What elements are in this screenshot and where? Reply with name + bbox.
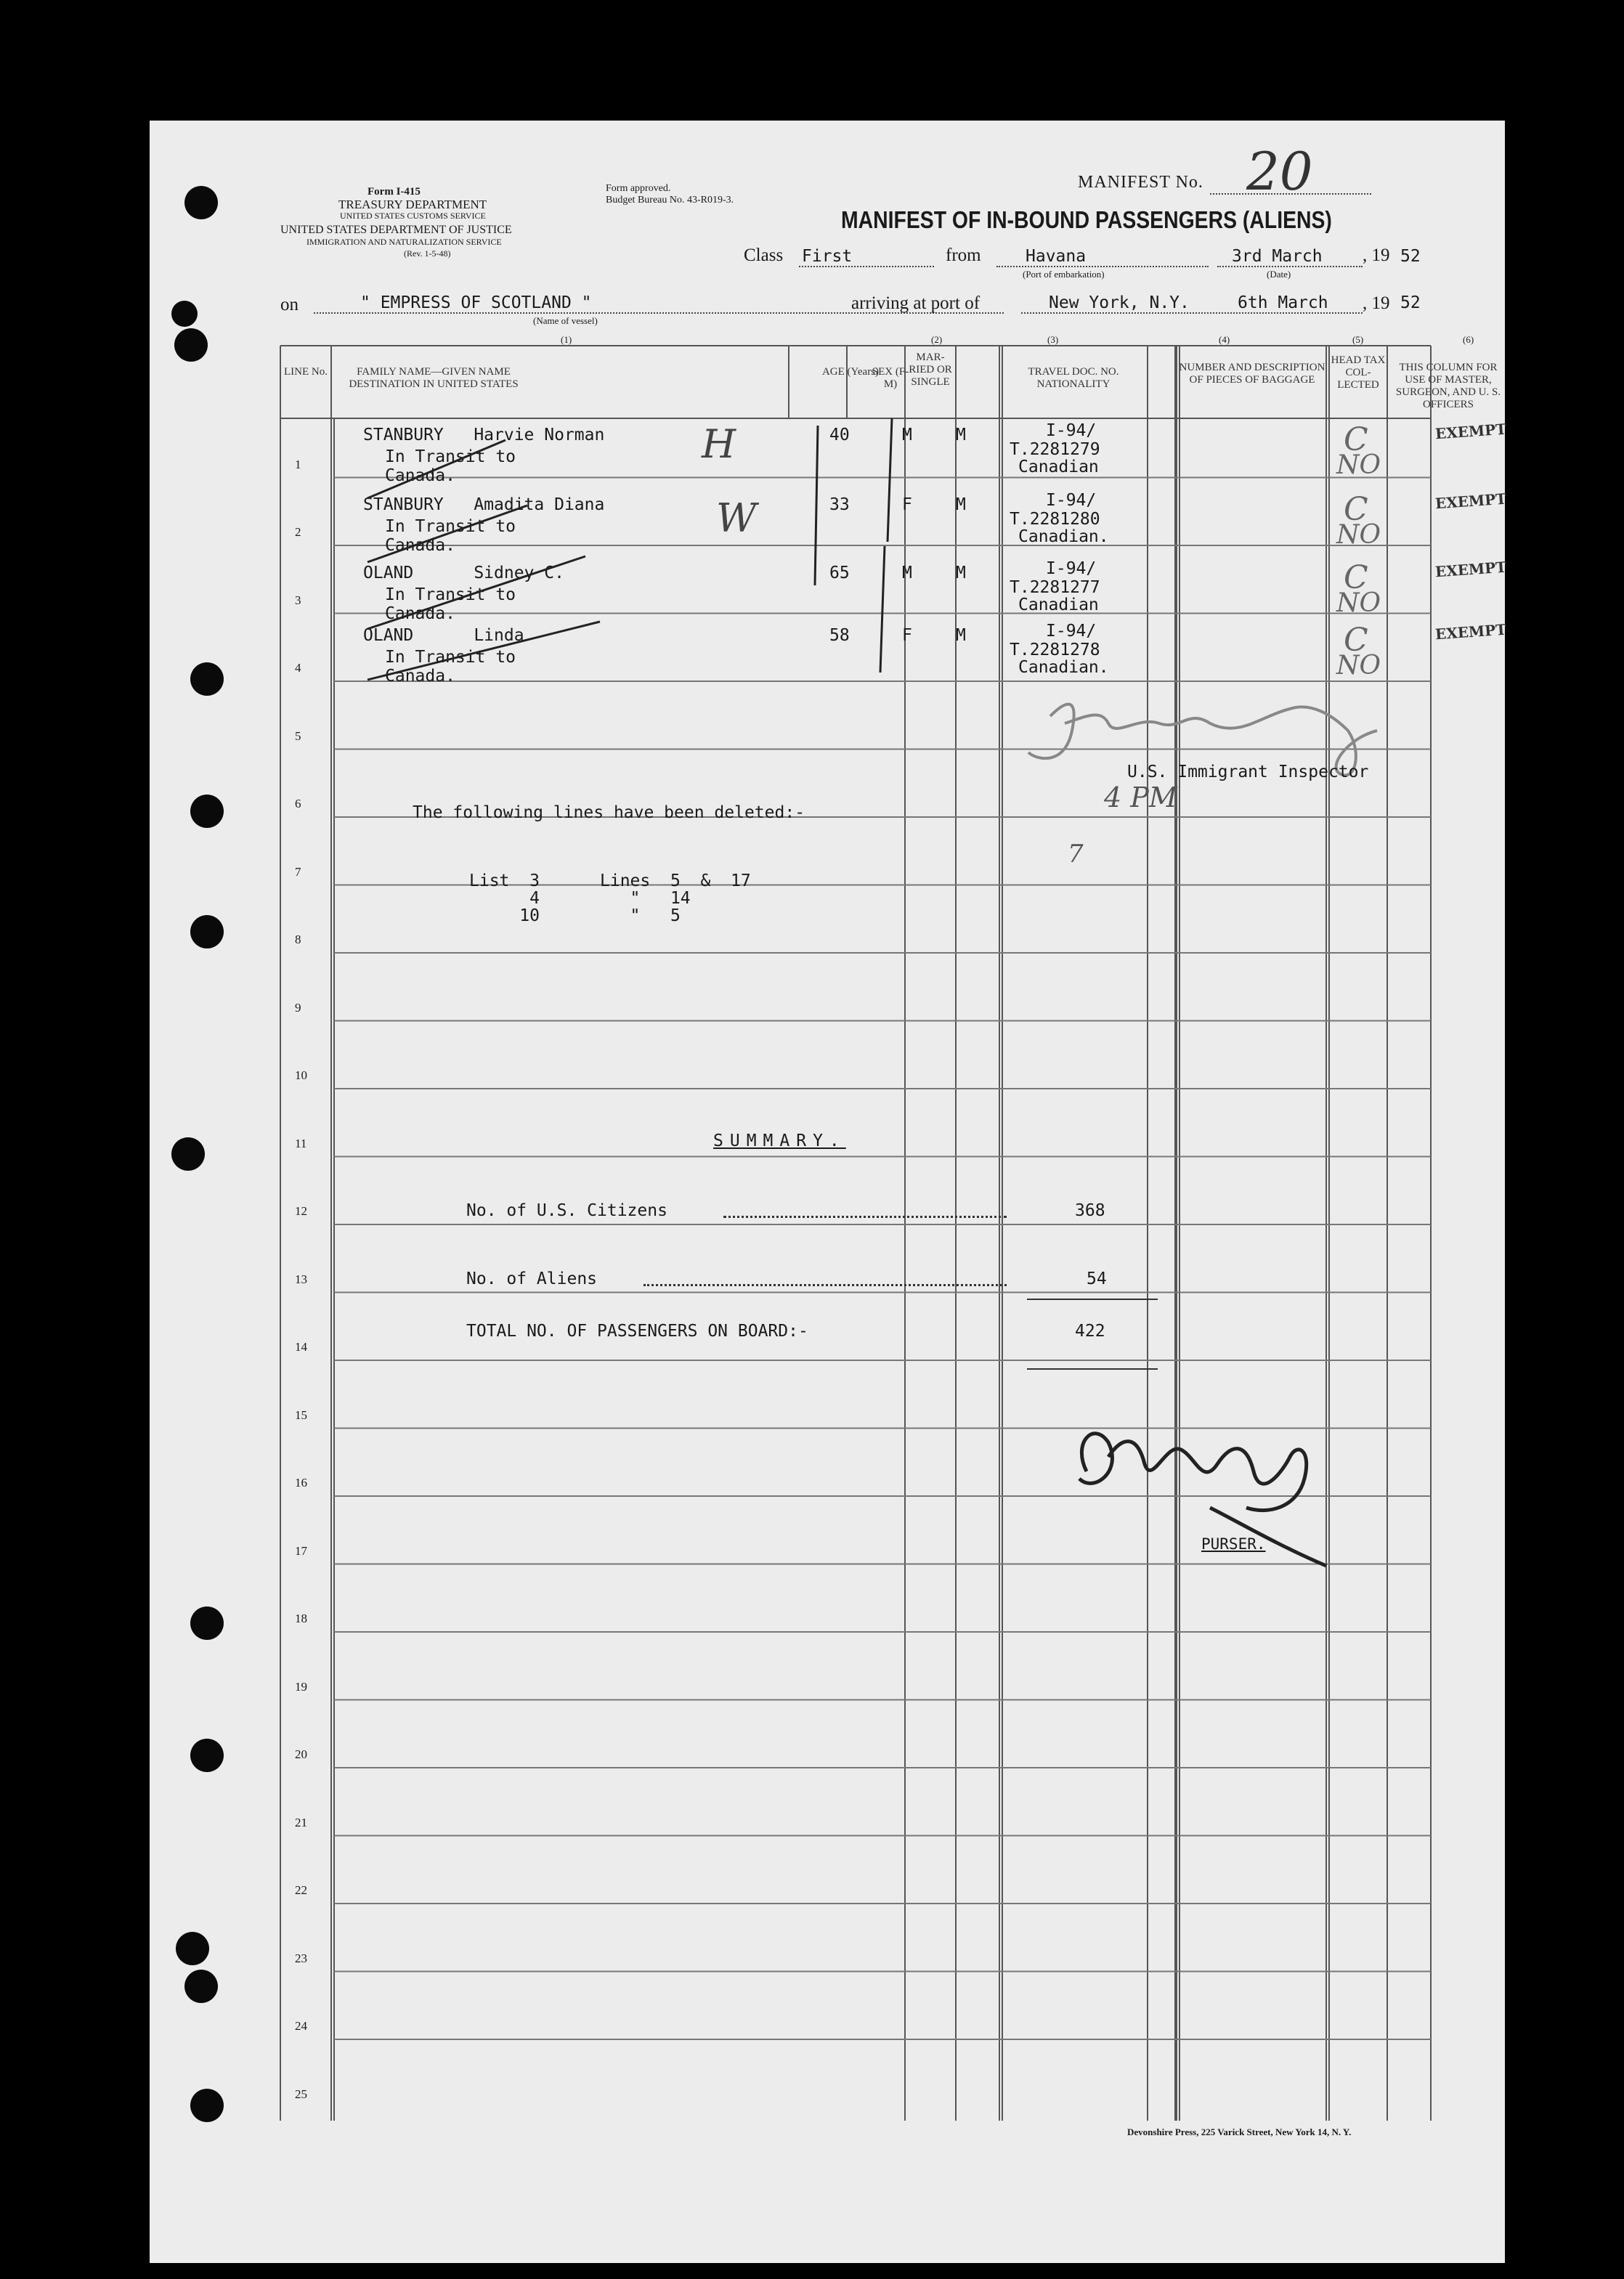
class-label: Class	[744, 245, 784, 265]
line-number: 7	[295, 864, 301, 879]
passenger-sex: F	[902, 626, 912, 645]
officer-stamp: EXEMPT	[1434, 558, 1507, 581]
port-caption: (Port of embarkation)	[1023, 269, 1105, 280]
head-tax-mark: NO	[1336, 651, 1381, 681]
travel-document-number: T.2281279	[1010, 440, 1100, 459]
check-stroke	[815, 426, 818, 585]
line-number: 19	[295, 1679, 307, 1694]
aliens-underline	[1027, 1299, 1158, 1300]
line-number: 10	[295, 1068, 307, 1082]
revision-label: (Rev. 1-5-48)	[404, 248, 451, 259]
col-header-line: LINE No.	[284, 366, 328, 378]
line-number: 21	[295, 1815, 307, 1829]
port-of-embarkation: Havana	[1026, 247, 1087, 266]
embark-date: 3rd March	[1232, 247, 1323, 266]
total-label: TOTAL NO. OF PASSENGERS ON BOARD:-	[466, 1322, 808, 1341]
aliens-value: 54	[1087, 1270, 1107, 1288]
printer-imprint: Devonshire Press, 225 Varick Street, New York 14, N. Y.	[1127, 2126, 1352, 2137]
passenger-destination: Canada.	[385, 604, 455, 623]
tally-mark-w: W	[716, 495, 757, 541]
line-number: 17	[295, 1543, 307, 1558]
passenger-destination: In Transit to	[385, 447, 516, 466]
year-label: , 19	[1363, 245, 1390, 265]
passenger-nationality: Canadian	[1018, 458, 1099, 476]
passenger-destination: Canada.	[385, 466, 455, 485]
line-number: 13	[295, 1272, 307, 1286]
travel-document-number: T.2281280	[1010, 510, 1100, 529]
passenger-marital-status: M	[956, 426, 966, 444]
head-tax-mark: C	[1344, 491, 1368, 528]
check-stroke	[880, 546, 885, 673]
treasury-label: TREASURY DEPARTMENT	[338, 198, 487, 211]
passenger-marital-status: M	[956, 495, 966, 514]
col-header-officer: THIS COLUMN FOR USE OF MASTER, SURGEON, AND U. S. OFFICERS	[1395, 362, 1501, 410]
line-number: 11	[295, 1136, 307, 1150]
vessel-caption: (Name of vessel)	[533, 315, 598, 326]
passenger-marital-status: M	[956, 626, 966, 645]
travel-document: I-94/	[1046, 559, 1097, 578]
deleted-row-2: 4 " 14	[469, 889, 691, 908]
manifest-number: 20	[1246, 141, 1313, 202]
travel-document-number: T.2281277	[1010, 578, 1100, 597]
col-header-baggage: NUMBER AND DESCRIPTION OF PIECES OF BAGGAGE	[1179, 362, 1325, 386]
head-tax-mark: C	[1344, 622, 1368, 659]
check-stroke	[368, 440, 506, 498]
manifest-page	[150, 121, 1505, 2263]
embark-year: 52	[1400, 247, 1421, 266]
ins-label: IMMIGRATION AND NATURALIZATION SERVICE	[306, 237, 502, 247]
line-number: 6	[295, 797, 301, 811]
col-header-sex: SEX (F-M)	[872, 366, 909, 390]
deleted-row-3: 10 " 5	[469, 906, 681, 925]
citizens-label: No. of U.S. Citizens	[466, 1201, 667, 1220]
passenger-sex: F	[902, 495, 912, 514]
line-number: 22	[295, 1883, 307, 1897]
line-number: 3	[295, 593, 301, 607]
date-caption: (Date)	[1267, 269, 1291, 280]
form-approved: Form approved.	[606, 183, 671, 194]
passenger-destination: Canada.	[385, 667, 455, 686]
passenger-name: STANBURY Amadita Diana	[363, 495, 605, 514]
citizens-leader	[723, 1216, 1007, 1218]
vessel-name: " EMPRESS OF SCOTLAND "	[360, 293, 592, 312]
summary-heading: SUMMARY.	[713, 1132, 846, 1150]
passenger-name: STANBURY Harvie Norman	[363, 426, 605, 444]
head-tax-mark: NO	[1336, 450, 1381, 480]
deleted-row-1: List 3 Lines 5 & 17	[469, 872, 751, 890]
travel-document: I-94/	[1046, 491, 1097, 510]
passenger-nationality: Canadian.	[1018, 658, 1109, 677]
line-number: 4	[295, 661, 301, 675]
budget-bureau: Budget Bureau No. 43-R019-3.	[606, 195, 734, 206]
line-number: 25	[295, 2087, 307, 2101]
citizens-value: 368	[1075, 1201, 1105, 1220]
total-value: 422	[1075, 1322, 1105, 1341]
line-number: 5	[295, 728, 301, 743]
col-number-6: (6)	[1463, 334, 1474, 345]
col-header-name: FAMILY NAME—GIVEN NAME DESTINATION IN UNITED STATES	[349, 366, 519, 390]
purser-title: PURSER.	[1201, 1535, 1266, 1553]
passenger-destination: Canada.	[385, 536, 455, 555]
form-number: Form I-415	[368, 186, 421, 198]
travel-document: I-94/	[1046, 421, 1097, 440]
line-number: 15	[295, 1407, 307, 1422]
arrival-date: 6th March	[1238, 293, 1328, 312]
line-number: 20	[295, 1747, 307, 1761]
aliens-leader	[643, 1284, 1007, 1286]
col-header-travel: TRAVEL DOC. NO. NATIONALITY	[1028, 366, 1119, 390]
check-stroke	[368, 622, 600, 680]
line-number: 14	[295, 1340, 307, 1354]
line-number: 18	[295, 1612, 307, 1625]
passenger-nationality: Canadian	[1018, 596, 1099, 614]
head-tax-mark: NO	[1336, 588, 1381, 618]
manifest-label: MANIFEST No.	[1078, 173, 1203, 192]
officer-stamp: EXEMPT	[1434, 489, 1507, 513]
col-header-age: AGE (Years)	[821, 366, 880, 378]
deleted-heading: The following lines have been deleted:-	[413, 803, 805, 822]
col-header-headtax: HEAD TAX COL-LECTED	[1331, 354, 1386, 391]
arrival-year-label: , 19	[1363, 293, 1390, 313]
passenger-nationality: Canadian.	[1018, 527, 1109, 546]
line-number: 8	[295, 933, 301, 946]
passenger-destination: In Transit to	[385, 585, 516, 604]
line-number: 1	[295, 457, 301, 471]
passenger-name: OLAND Linda	[363, 626, 524, 645]
line-number: 16	[295, 1476, 307, 1490]
passenger-age: 58	[829, 626, 850, 645]
passenger-age: 33	[829, 495, 850, 514]
inspector-title: U.S. Immigrant Inspector	[1127, 763, 1369, 781]
on-label: on	[280, 295, 299, 314]
line-number: 24	[295, 2019, 307, 2033]
inspector-time-note-2: 7	[1068, 840, 1084, 869]
page-title: MANIFEST OF IN-BOUND PASSENGERS (ALIENS)	[841, 206, 1332, 233]
passenger-sex: M	[902, 426, 912, 444]
head-tax-mark: C	[1344, 421, 1368, 458]
passenger-age: 40	[829, 426, 850, 444]
col-number-2: (2)	[931, 334, 943, 345]
head-tax-mark: NO	[1336, 520, 1381, 550]
officer-stamp: EXEMPT	[1434, 620, 1507, 643]
travel-document-number: T.2281278	[1010, 641, 1100, 659]
passenger-age: 65	[829, 564, 850, 582]
officer-stamp: EXEMPT	[1434, 420, 1507, 443]
line-number: 2	[295, 525, 301, 539]
check-stroke	[368, 556, 585, 629]
check-stroke	[888, 418, 892, 542]
from-label: from	[946, 245, 981, 265]
class-value: First	[802, 247, 853, 266]
col-number-5: (5)	[1352, 334, 1364, 345]
passenger-name: OLAND Sidney C.	[363, 564, 564, 582]
passenger-marital-status: M	[956, 564, 966, 582]
vessel-col: (1)	[561, 334, 572, 345]
arrival-year: 52	[1400, 293, 1421, 312]
arriving-label: arriving at port of	[851, 293, 981, 313]
col-number-3: (3)	[1047, 334, 1059, 345]
line-number: 9	[295, 1000, 301, 1015]
justice-label: UNITED STATES DEPARTMENT OF JUSTICE	[280, 224, 512, 236]
total-underline	[1027, 1368, 1158, 1370]
passenger-destination: In Transit to	[385, 517, 516, 536]
travel-document: I-94/	[1046, 622, 1097, 641]
head-tax-mark: C	[1344, 559, 1368, 596]
tally-mark-h: H	[702, 421, 736, 467]
line-number: 12	[295, 1204, 307, 1218]
check-stroke	[368, 505, 527, 562]
passenger-sex: M	[902, 564, 912, 582]
inspector-time-note: 4 PM	[1104, 781, 1177, 813]
customs-label: UNITED STATES CUSTOMS SERVICE	[340, 211, 486, 221]
arrival-port: New York, N.Y.	[1049, 293, 1190, 312]
col-number-4: (4)	[1219, 334, 1230, 345]
col-header-married: MAR-RIED OR SINGLE	[909, 352, 952, 388]
aliens-label: No. of Aliens	[466, 1270, 598, 1288]
passenger-destination: In Transit to	[385, 648, 516, 667]
line-number: 23	[295, 1951, 307, 1965]
